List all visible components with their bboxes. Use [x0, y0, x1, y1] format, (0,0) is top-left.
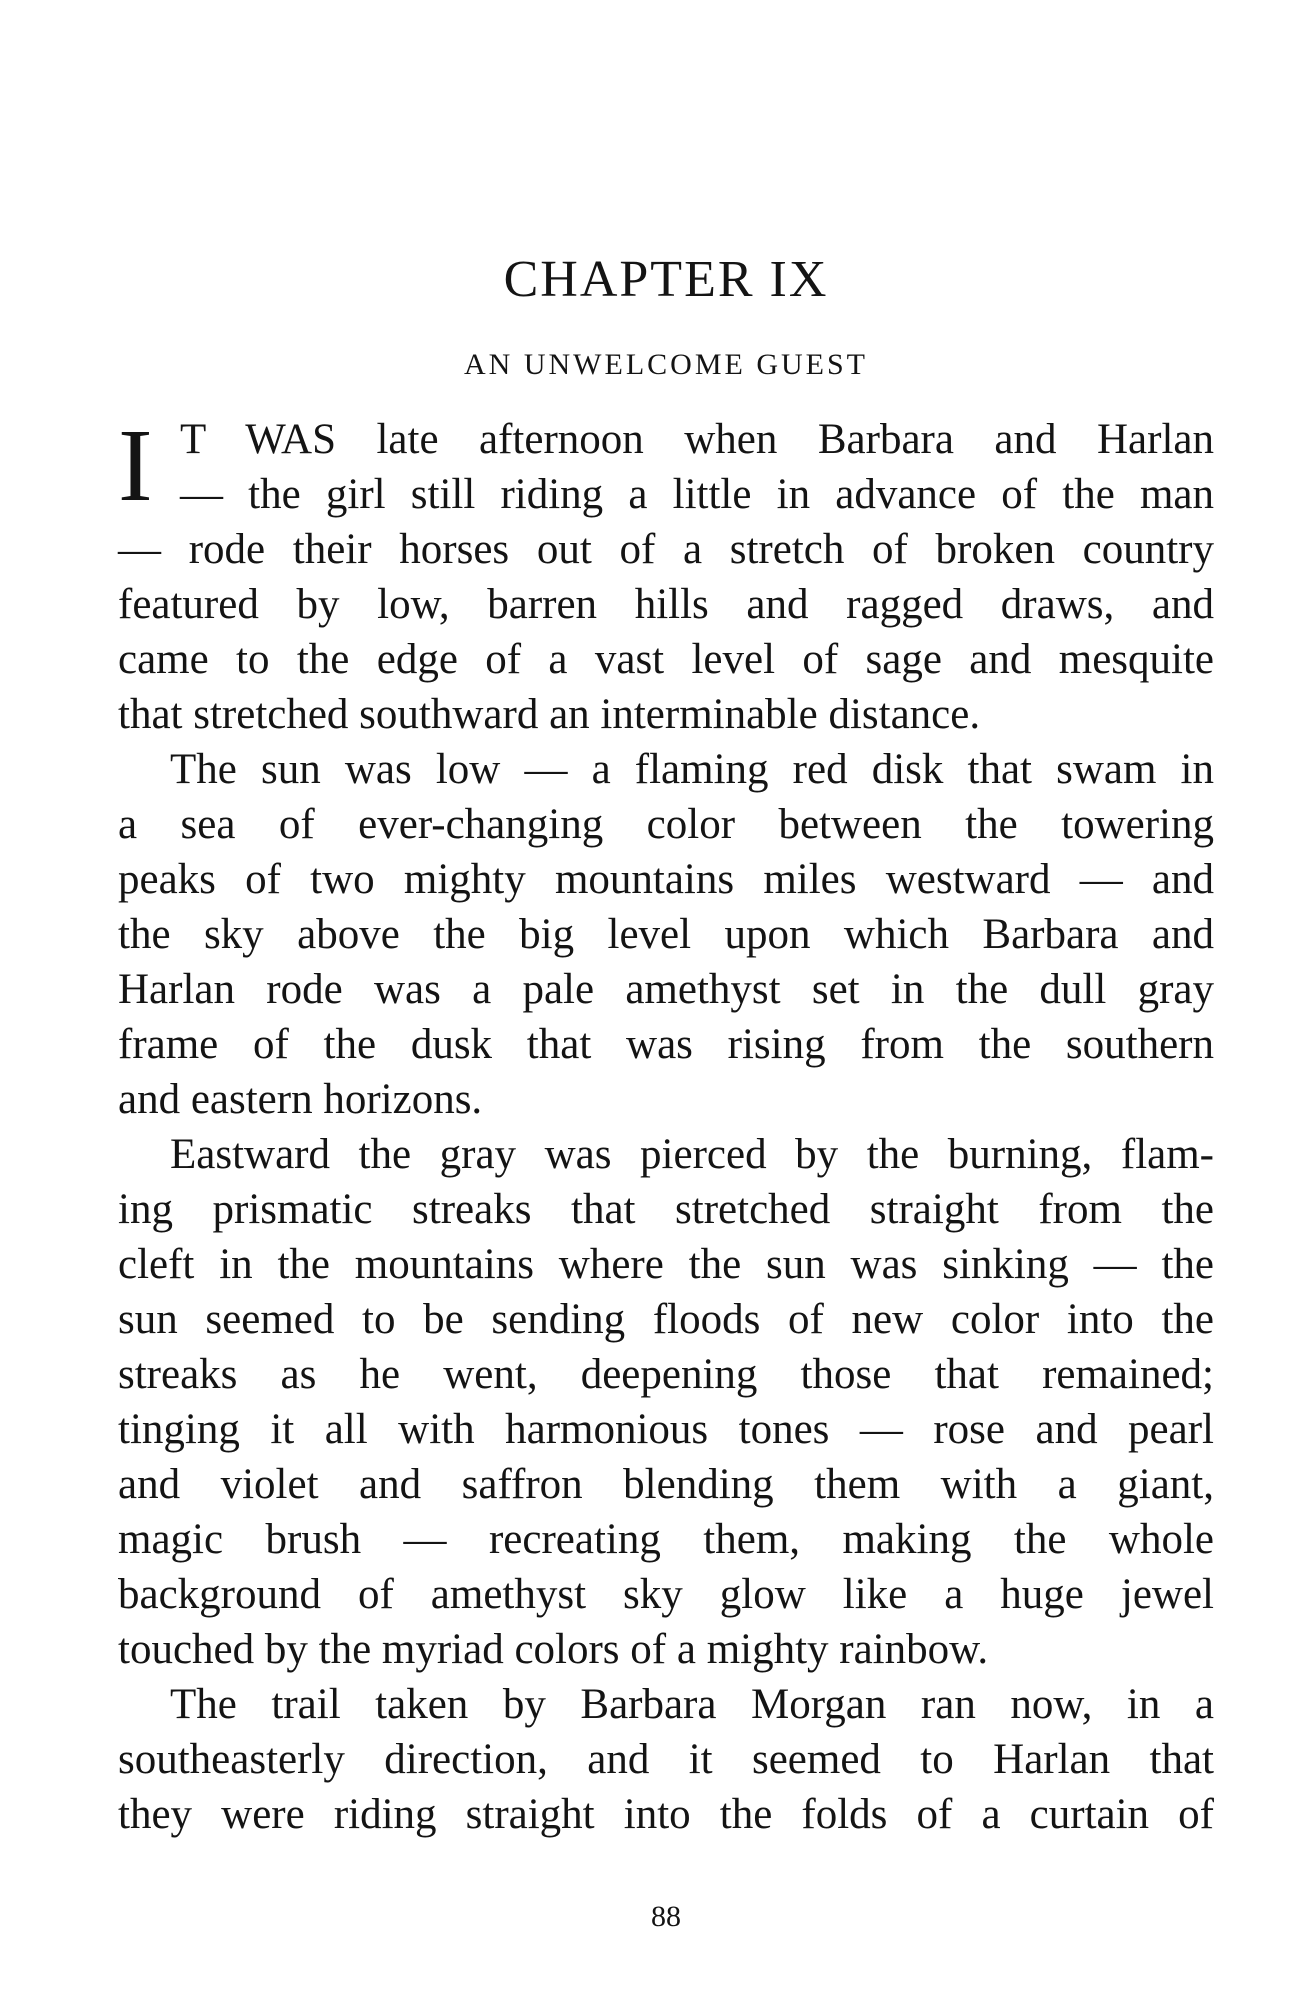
chapter-subtitle: AN UNWELCOME GUEST: [464, 348, 868, 381]
text-line: Eastward the gray was pierced by the burning, flam-: [170, 1131, 1214, 1178]
drop-cap: I: [118, 408, 153, 523]
text-line: — the girl still riding a little in advance of the man: [180, 471, 1214, 518]
text-line: magic brush — recreating them, making the whole: [118, 1516, 1214, 1563]
text-line: background of amethyst sky glow like a huge jewel: [118, 1571, 1214, 1618]
text-line: southeasterly direction, and it seemed to Harlan that: [118, 1736, 1214, 1783]
text-line: and violet and saffron blending them with a giant,: [118, 1461, 1214, 1508]
text-line: and eastern horizons.: [118, 1076, 483, 1123]
text-line: frame of the dusk that was rising from the southern: [118, 1021, 1214, 1068]
text-line: cleft in the mountains where the sun was sinking — the: [118, 1241, 1214, 1288]
text-line: featured by low, barren hills and ragged draws, and: [118, 581, 1214, 628]
text-line: The trail taken by Barbara Morgan ran now, in a: [170, 1681, 1214, 1728]
chapter-title: CHAPTER IX: [503, 251, 829, 308]
text-line: Harlan rode was a pale amethyst set in the dull gray: [118, 966, 1214, 1013]
text-line: streaks as he went, deepening those that remained;: [118, 1351, 1214, 1398]
text-line: peaks of two mighty mountains miles westward — and: [118, 856, 1214, 903]
text-line: T WAS late afternoon when Barbara and Harlan: [180, 416, 1214, 463]
text-line: The sun was low — a flaming red disk that swam in: [170, 746, 1214, 793]
text-line: the sky above the big level upon which Barbara and: [118, 911, 1214, 958]
text-line: touched by the myriad colors of a mighty rainbow.: [118, 1626, 989, 1673]
text-line: they were riding straight into the folds of a curtain of: [118, 1791, 1214, 1838]
text-line: came to the edge of a vast level of sage and mesquite: [118, 636, 1214, 683]
text-line: sun seemed to be sending floods of new color into the: [118, 1296, 1214, 1343]
body-text: [118, 408, 1214, 1842]
text-line: a sea of ever-changing color between the towering: [118, 801, 1214, 848]
text-line: that stretched southward an interminable distance.: [118, 691, 981, 738]
text-line: tinging it all with harmonious tones — rose and pearl: [118, 1406, 1214, 1453]
text-line: ing prismatic streaks that stretched straight from the: [118, 1186, 1214, 1233]
text-line: — rode their horses out of a stretch of broken country: [118, 526, 1214, 573]
page-number: 88: [651, 1900, 681, 1933]
